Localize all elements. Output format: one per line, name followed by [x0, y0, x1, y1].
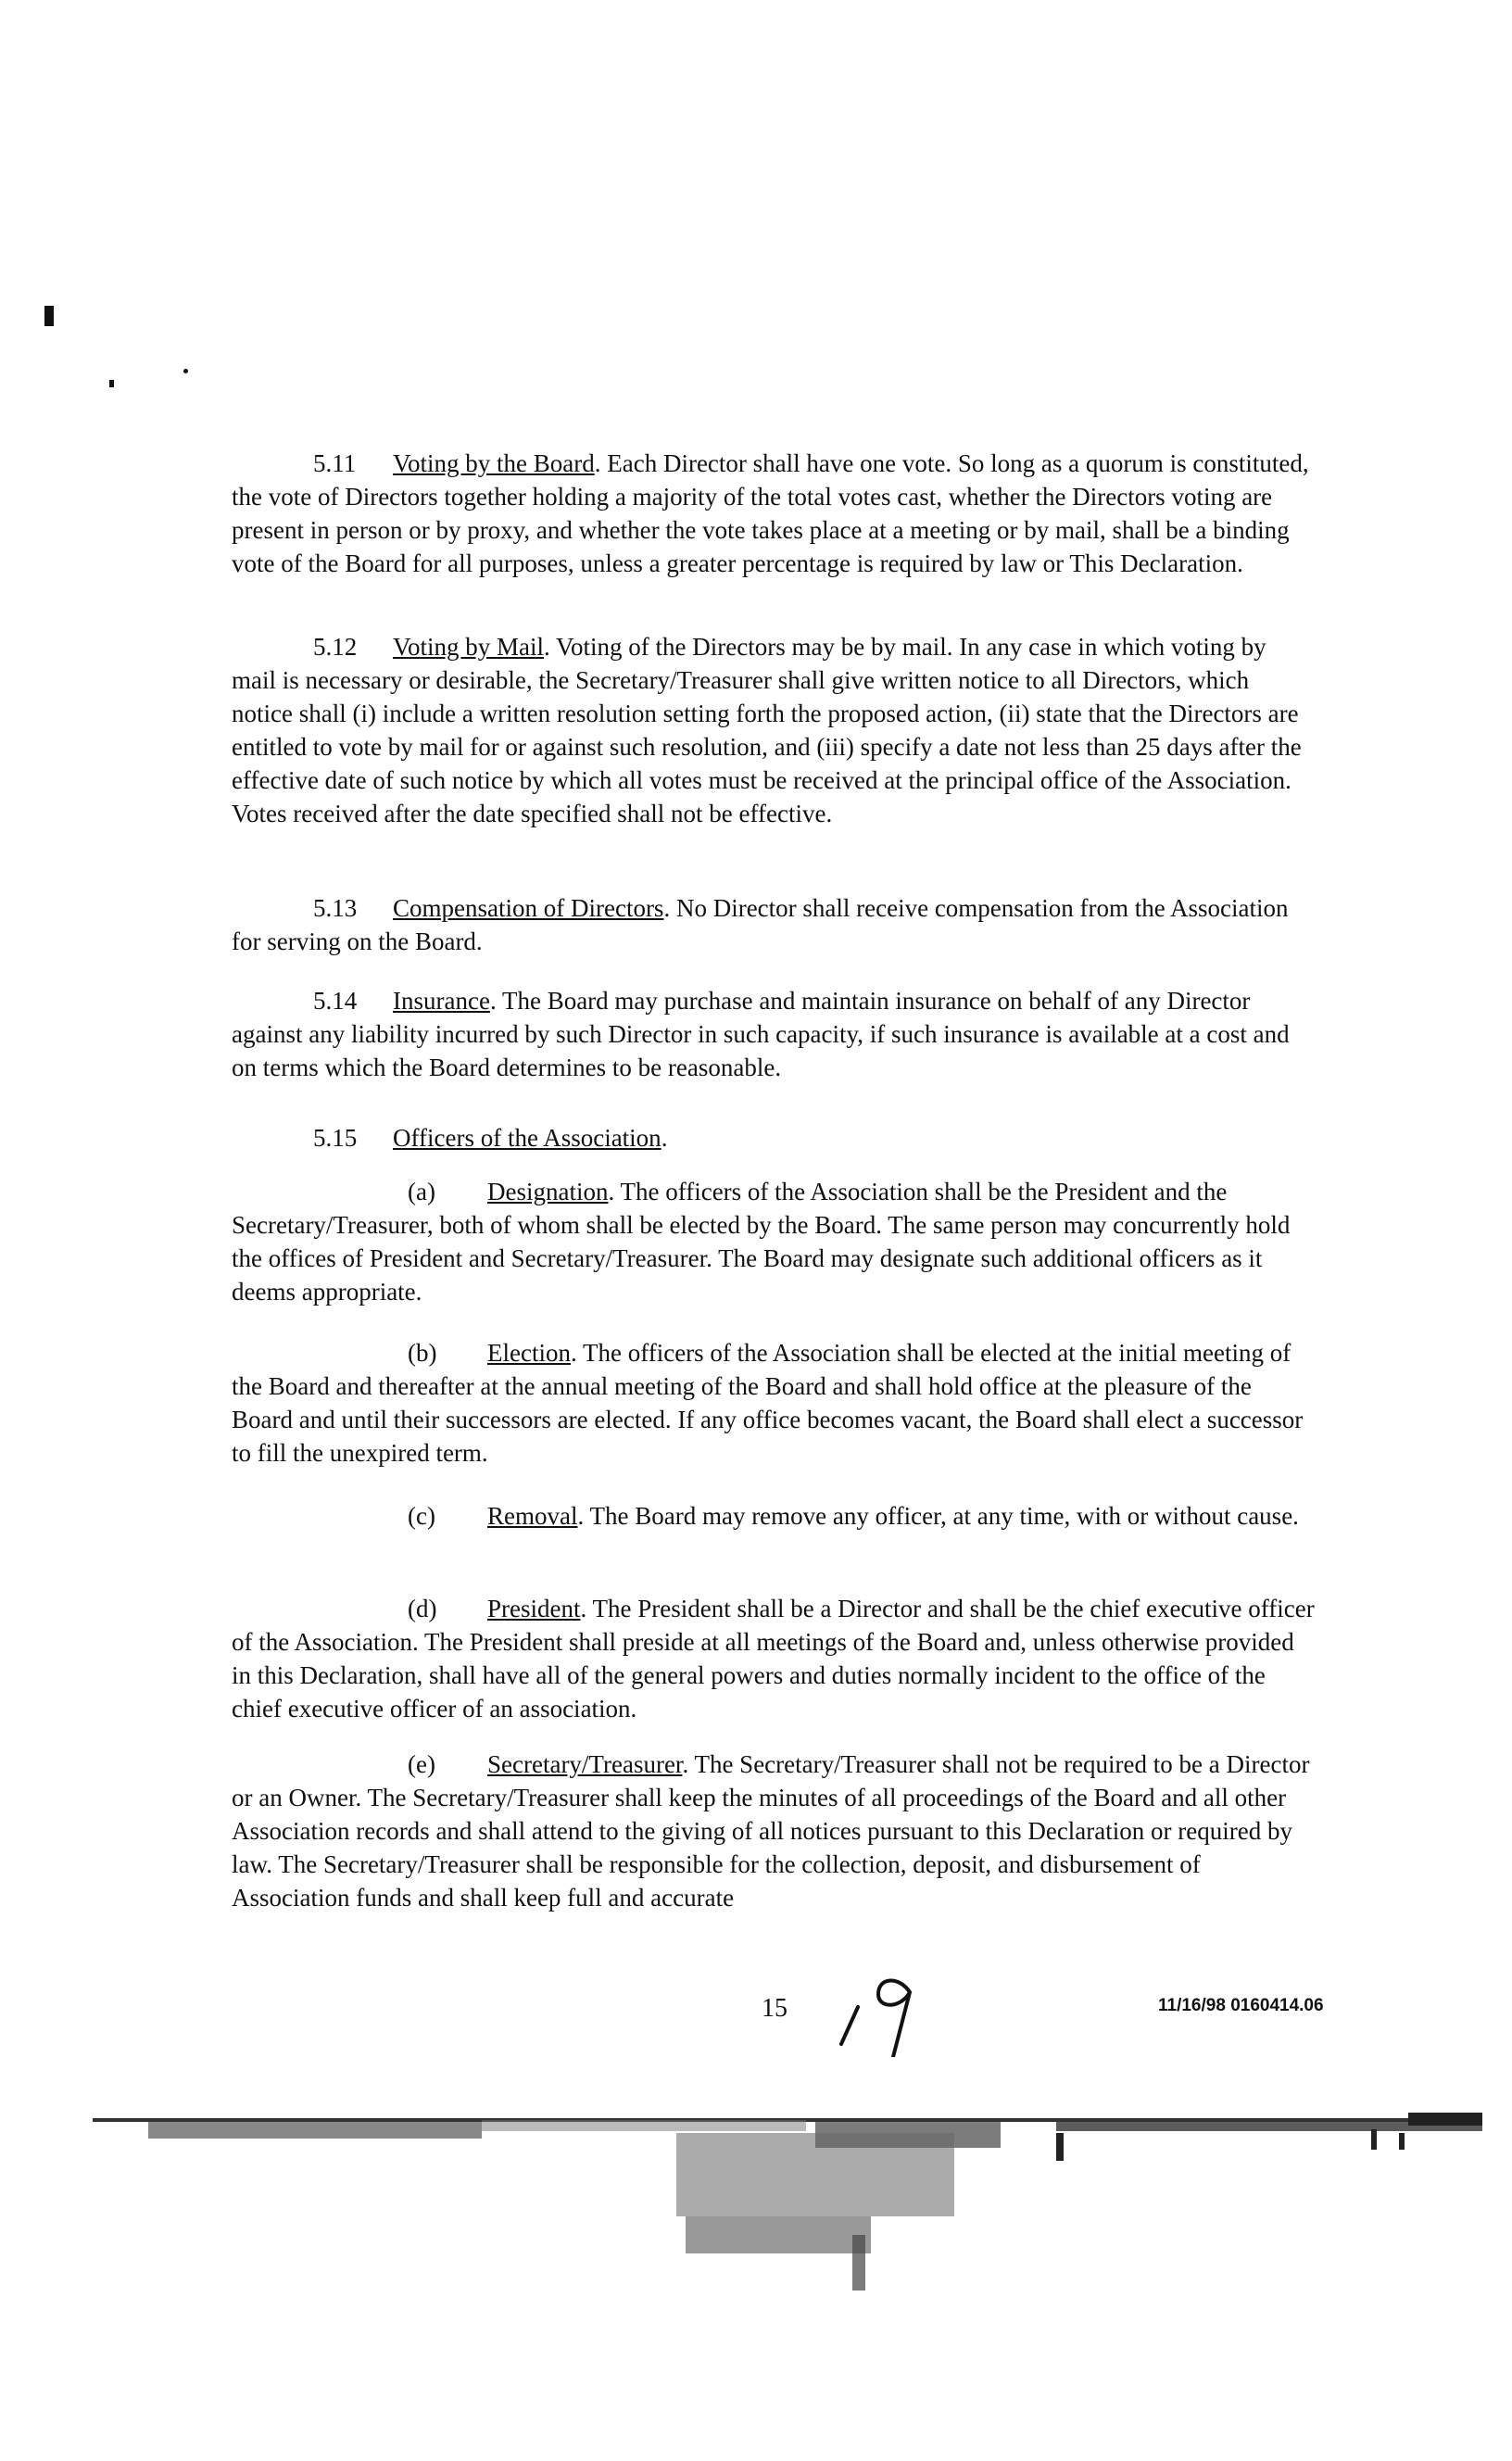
- handwritten-number: [825, 1964, 936, 2062]
- subsection-text: . The officers of the Association shall be the President and the Secretary/Treasurer, both of whom shall be elected by the Board. The same person may concurrently hold the offices of President and Secretary/Treasurer. The Board may designate such additional officers as it deems appropriate.: [232, 1178, 1291, 1306]
- subsection-heading: Removal: [487, 1502, 578, 1530]
- subsection-label: (e): [408, 1750, 435, 1778]
- subsection-a: [232, 1175, 1316, 1308]
- section-text: . No Director shall receive compensation from the Association for serving on the Board.: [232, 894, 1289, 955]
- section-number: 5.11: [313, 449, 357, 477]
- subsection-e: [232, 1748, 1316, 1914]
- subsection-text: . The President shall be a Director and shall be the chief executive officer of the Association. The President shall preside at all meetings of the Board and, unless otherwise provided in this Declaration, shall have all of the general powers and duties normally incident to the office of the chief executive officer of an association.: [232, 1595, 1315, 1723]
- scan-mark: [44, 306, 54, 326]
- section-heading: Compensation of Directors: [393, 894, 664, 922]
- section-5-13: [232, 891, 1316, 958]
- subsection-b: [232, 1336, 1316, 1470]
- section-heading: Insurance: [393, 987, 490, 1015]
- subsection-heading: Election: [487, 1339, 571, 1367]
- subsection-d: [232, 1592, 1316, 1725]
- subsection-heading: President: [487, 1595, 581, 1622]
- subsection-heading: Secretary/Treasurer: [487, 1750, 683, 1778]
- subsection-label: (c): [408, 1502, 435, 1530]
- section-text: . The Board may purchase and maintain insurance on behalf of any Director against any liability incurred by such Director in such capacity, if such insurance is available at a cost and on terms which the Board determines to be reasonable.: [232, 987, 1290, 1081]
- subsection-label: (b): [408, 1339, 437, 1367]
- subsection-text: . The Secretary/Treasurer shall not be required to be a Director or an Owner. The Secretary/Treasurer shall keep the minutes of all proceedings of the Board and all other Association records and shall attend to the giving of all notices pursuant to this Declaration or required by law. The Secretary/Treasurer shall be responsible for the collection, deposit, and disbursement of Association funds and shall keep full and accurate: [232, 1750, 1310, 1912]
- section-text: .: [661, 1124, 668, 1152]
- section-text: . Each Director shall have one vote. So long as a quorum is constituted, the vote of Directors together holding a majority of the total votes cast, whether the Directors voting are present in person or by proxy, and whether the vote takes place at a meeting or by mail, shall be a binding vote of the Board for all purposes, unless a greater percentage is required by law or This Declaration.: [232, 449, 1309, 577]
- section-heading: Officers of the Association: [393, 1124, 662, 1152]
- scan-dot: [109, 380, 114, 387]
- subsection-text: . The officers of the Association shall be elected at the initial meeting of the Board and thereafter at the annual meeting of the Board and shall hold office at the pleasure of the Board and until their successors are elected. If any office becomes vacant, the Board shall elect a successor to fill the unexpired term.: [232, 1339, 1304, 1467]
- section-5-12: [232, 630, 1316, 830]
- document-code: 11/16/98 0160414.06: [1158, 1996, 1324, 2015]
- subsection-c: [232, 1499, 1316, 1533]
- section-number: 5.14: [313, 987, 358, 1015]
- section-heading: Voting by Mail: [393, 633, 545, 661]
- section-number: 5.12: [313, 633, 358, 661]
- section-number: 5.15: [313, 1124, 358, 1152]
- section-5-15: [232, 1121, 1316, 1155]
- subsection-heading: Designation: [487, 1178, 609, 1205]
- section-5-14: [232, 984, 1316, 1084]
- section-text: . Voting of the Directors may be by mail. In any case in which voting by mail is necessary or desirable, the Secretary/Treasurer shall give written notice to all Directors, which notice shall (i) include a written resolution setting forth the proposed action, (ii) state that the Directors are entitled to vote by mail for or against such resolution, and (iii) specify a date not less than 25 days after the effective date of such notice by which all votes must be received at the principal office of the Association. Votes received after the date specified shall not be effective.: [232, 633, 1302, 827]
- handwritten-19-icon: [825, 1964, 936, 2057]
- section-5-11: [232, 447, 1316, 580]
- subsection-label: (d): [408, 1595, 437, 1622]
- subsection-label: (a): [408, 1178, 435, 1205]
- page-number: 15: [762, 1994, 788, 2023]
- scan-noise: [93, 2096, 1492, 2300]
- section-heading: Voting by the Board: [393, 449, 595, 477]
- section-number: 5.13: [313, 894, 358, 922]
- subsection-text: . The Board may remove any officer, at any time, with or without cause.: [577, 1502, 1299, 1530]
- scan-dot: [183, 369, 188, 373]
